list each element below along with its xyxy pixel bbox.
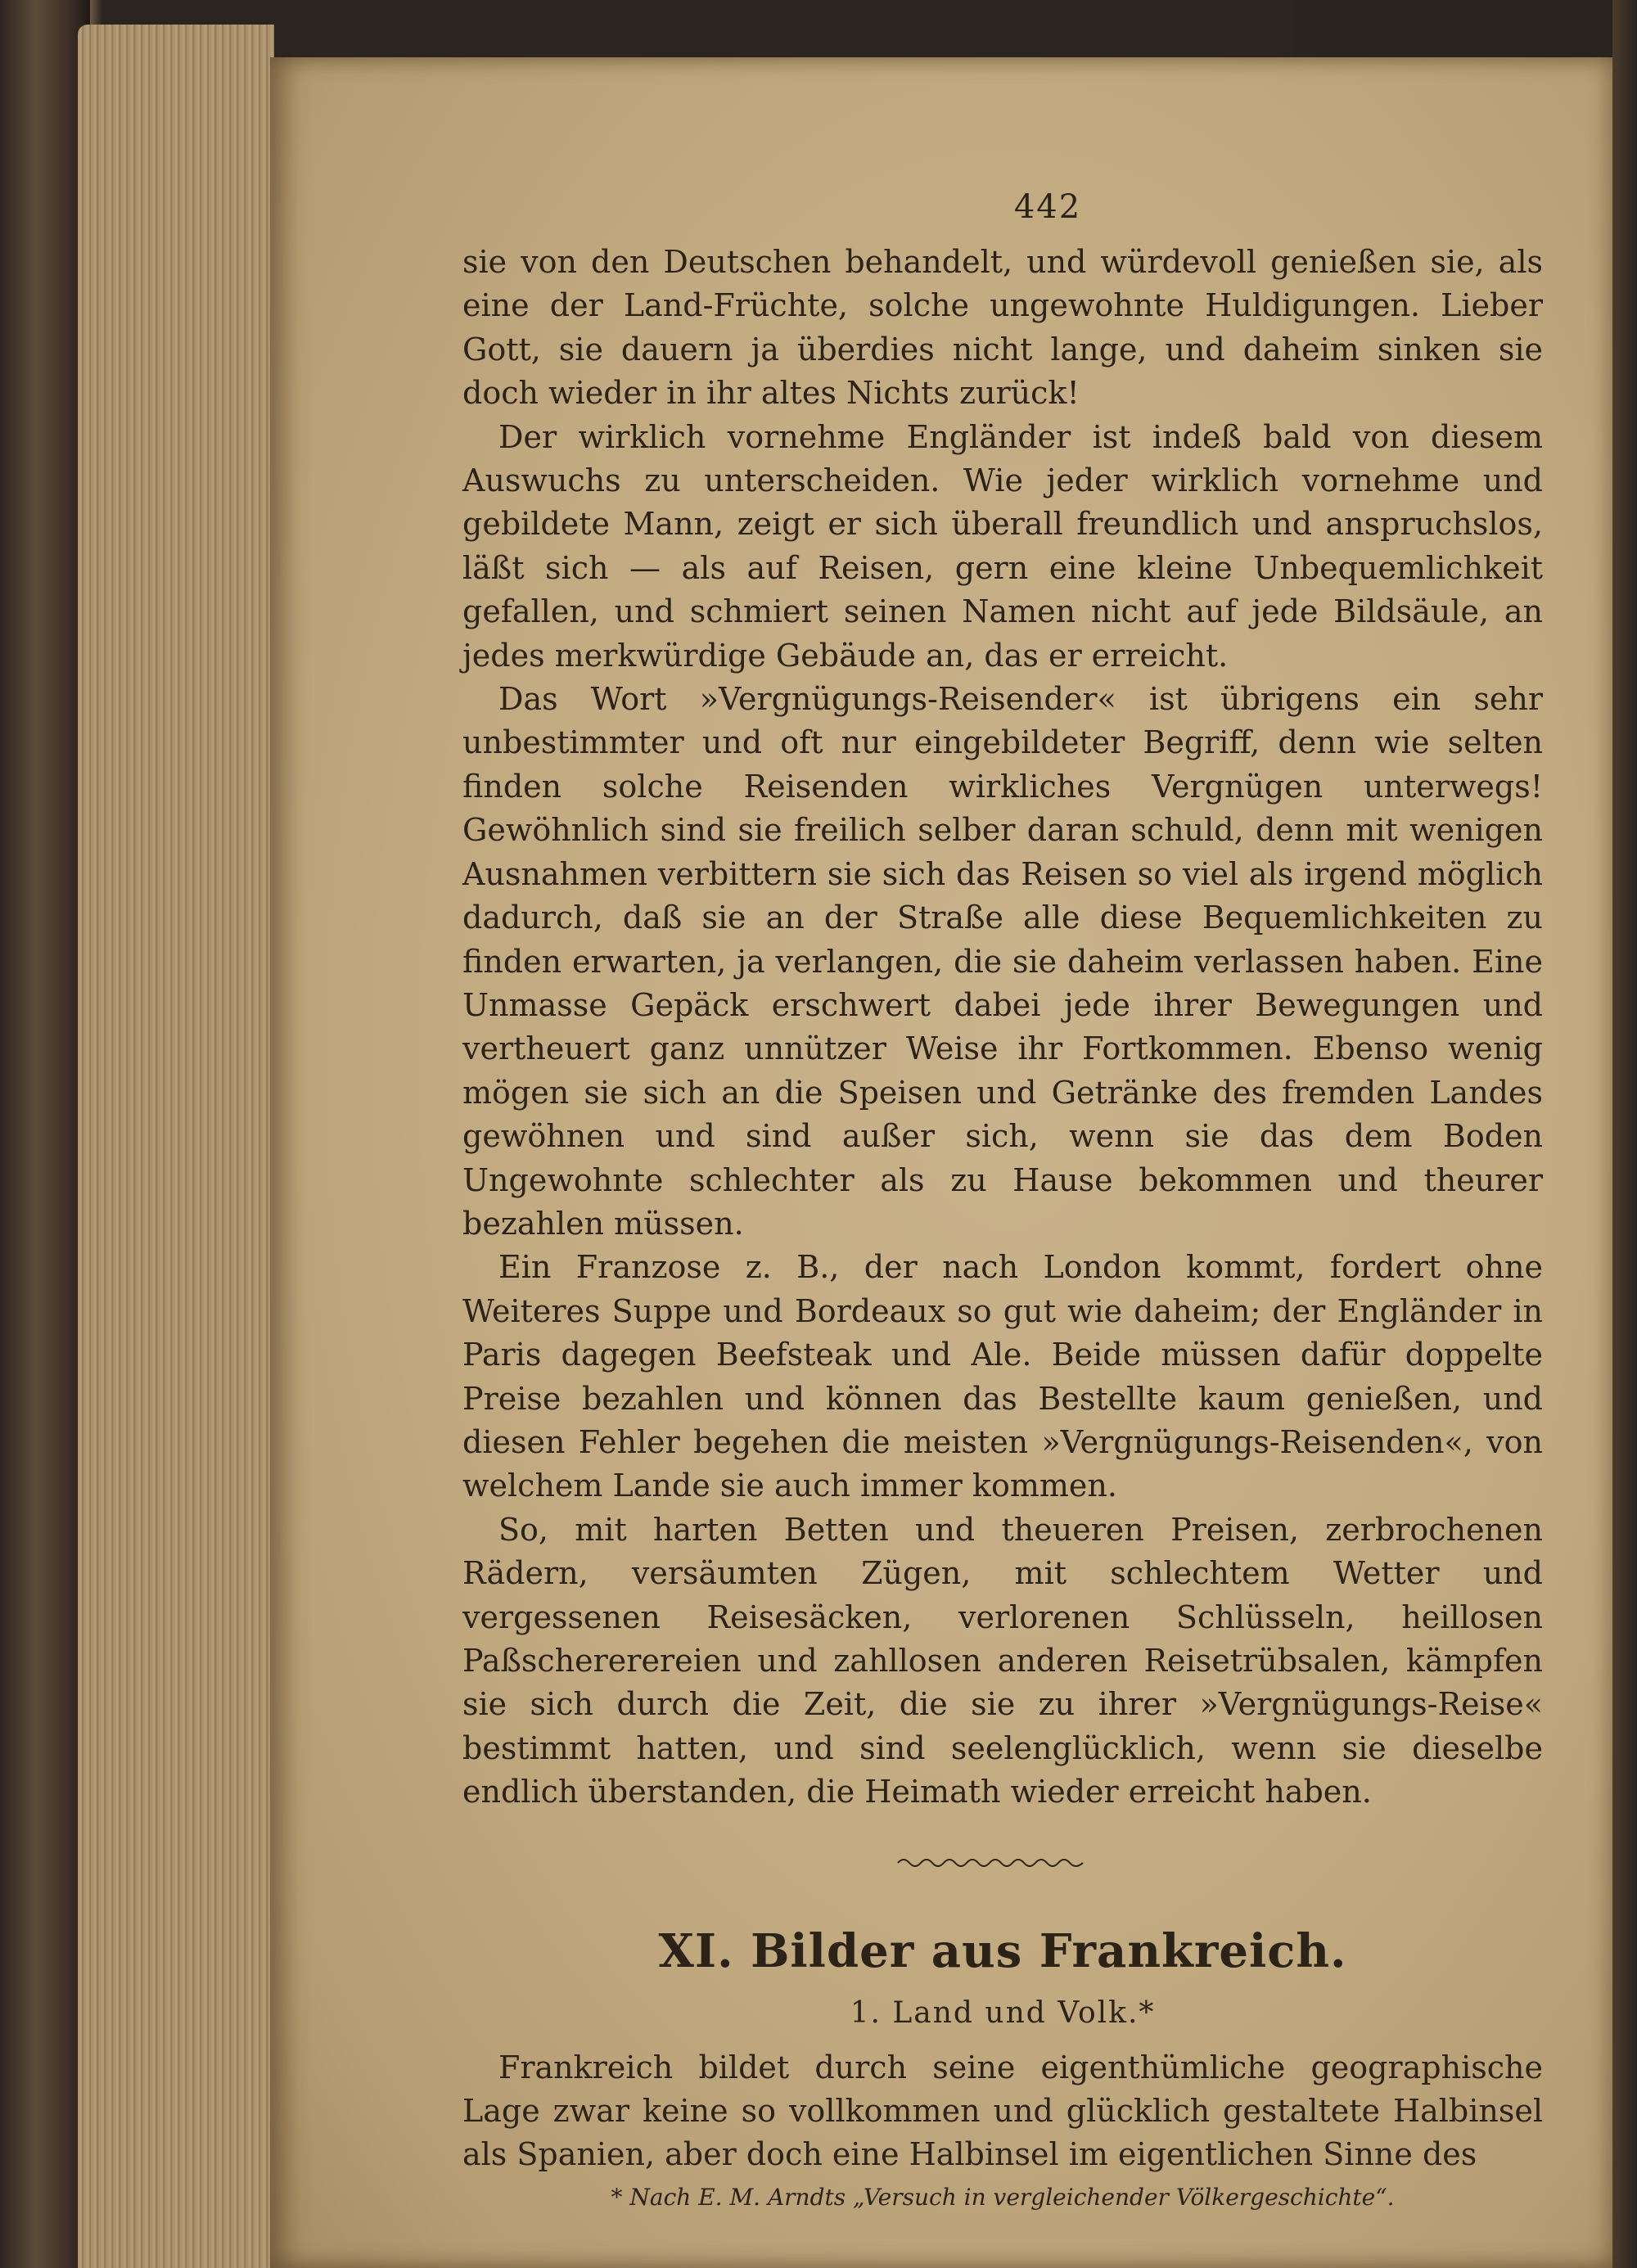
page-edges — [78, 25, 274, 2268]
footnote: * Nach E. M. Arndts „Versuch in vergleichender Völkergeschichte“. — [611, 2183, 1395, 2211]
section-title: 1. Land und Volk.* — [850, 1995, 1156, 2030]
book-binding — [0, 0, 90, 2268]
page-number: 442 — [1013, 188, 1082, 226]
chapter-title: XI. Bilder aus Frankreich. — [658, 1923, 1347, 1978]
scan-background — [1293, 0, 1637, 57]
scan-right-edge — [1612, 0, 1637, 2268]
paragraph-4: Ein Franzose z. B., der nach London kommt, fordert ohne Weiteres Suppe und Bordeaux so gut wie daheim; der Engländer in Paris dagegen Beefsteak und Ale. Beide müssen dafür doppelte Preise bezahlen und können das Bestellte kaum genießen, und diesen Fehler begehen die meisten »Vergnügungs-Reisenden«, von welchem Lande sie auch immer kommen. — [462, 1249, 1543, 1504]
section-paragraph: Frankreich bildet durch seine eigenthümliche geographische Lage zwar keine so vollkommen und glücklich gestaltete Halbinsel als Spanien, aber doch eine Halbinsel im eigentlichen Sinne des — [462, 2049, 1543, 2173]
paragraph-5: So, mit harten Betten und theueren Preisen, zerbrochenen Rädern, versäumten Zügen, mit schlechtem Wetter und vergessenen Reisesäcken, verlorenen Schlüsseln, heillosen Paßschererereien und zahllosen anderen Reisetrübsalen, kämpfen sie sich durch die Zeit, die sie zu ihrer »Vergnügungs-Reise« bestimmt hatten, und sind seelenglücklich, wenn sie dieselbe endlich überstanden, die Heimath wieder erreicht haben. — [462, 1511, 1543, 1810]
page-content — [462, 188, 1543, 2211]
paragraph-1: sie von den Deutschen behandelt, und würdevoll genießen sie, als eine der Land-Früchte, solche ungewohnte Huldigungen. Lieber Gott, sie dauern ja überdies nicht lange, und daheim sinken sie doch wieder in ihr altes Nichts zurück! — [462, 244, 1543, 412]
paragraph-2: Der wirklich vornehme Engländer ist indeß bald von diesem Auswuchs zu unterscheiden. Wie jeder wirklich vornehme und gebildete Mann, zeigt er sich überall freundlich und anspruchslos, läßt sich — als auf Reisen, gern eine kleine Unbequemlichkeit gefallen, und schmiert seinen Namen nicht auf jede Bildsäule, an jedes merkwürdige Gebäude an, das er erreicht. — [462, 418, 1543, 674]
wavy-divider-icon — [896, 1851, 1085, 1875]
paragraph-3: Das Wort »Vergnügungs-Reisender« ist übrigens ein sehr unbestimmter und oft nur eingebildeter Begriff, denn wie selten finden solche Reisenden wirkliches Vergnügen unterwegs! Gewöhnlich sind sie freilich selber daran schuld, denn mit wenigen Ausnahmen verbittern sie sich das Reisen so viel als irgend möglich dadurch, daß sie an der Straße alle diese Bequemlichkeiten zu finden erwarten, ja verlangen, die sie daheim verlassen haben. Eine Unmasse Gepäck erschwert dabei jede ihrer Bewegungen und vertheuert ganz unnützer Weise ihr Fortkommen. Ebenso wenig mögen sie sich an die Speisen und Getränke des fremden Landes gewöhnen und sind außer sich, wenn sie das dem Boden Ungewohnte schlechter als zu Hause bekommen und theurer bezahlen müssen. — [462, 681, 1543, 1242]
